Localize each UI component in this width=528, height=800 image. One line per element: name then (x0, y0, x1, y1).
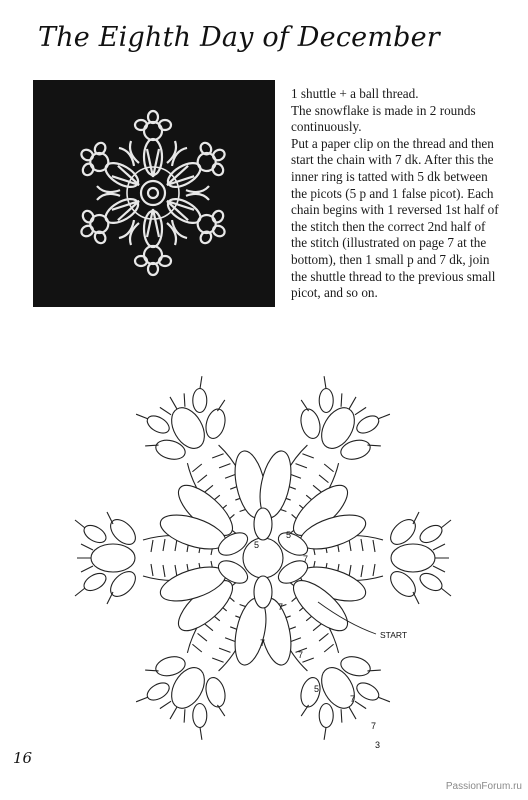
page-number: 16 (13, 749, 33, 767)
tatting-diagram-drawing (28, 362, 508, 780)
snowflake-photo (33, 80, 275, 307)
instruction-paragraph: The snowflake is made in 2 rounds continuously. (291, 102, 476, 135)
instruction-paragraph: Put a paper clip on the thread and then start the chain with 7 dk. After this the inner ring is tatted with 5 dk between the picots (5 p and 1 false picot). Each chain begins with 1 reversed 1st half of the stitch then the correct 2nd half of the stitch (illustrated on page 7 at the bottom), then 1 small p and 7 dk, join the shuttle thread to the previous small picot, and so on. (291, 135, 499, 301)
watermark: PassionForum.ru (445, 781, 522, 792)
stitch-count-label: 7 (350, 694, 356, 704)
stitch-count-label: 7 (298, 650, 304, 660)
tatting-diagram (28, 362, 508, 780)
page-title: The Eighth Day of December (38, 22, 440, 53)
stitch-count-label: 7 (260, 638, 266, 648)
snowflake-photo-illustration (33, 80, 275, 307)
stitch-count-label: 7 (371, 721, 377, 731)
stitch-count-label: 5 (314, 684, 320, 694)
stitch-count-label: 3 (375, 740, 381, 750)
instructions-text (291, 86, 503, 302)
instruction-paragraph: 1 shuttle + a ball thread. (291, 86, 419, 101)
stitch-count-label: 7 (303, 554, 309, 564)
start-label: START (380, 630, 408, 640)
stitch-count-label: 5 (254, 540, 260, 550)
stitch-count-label: 7 (278, 602, 284, 612)
stitch-count-label: 5 (286, 530, 292, 540)
